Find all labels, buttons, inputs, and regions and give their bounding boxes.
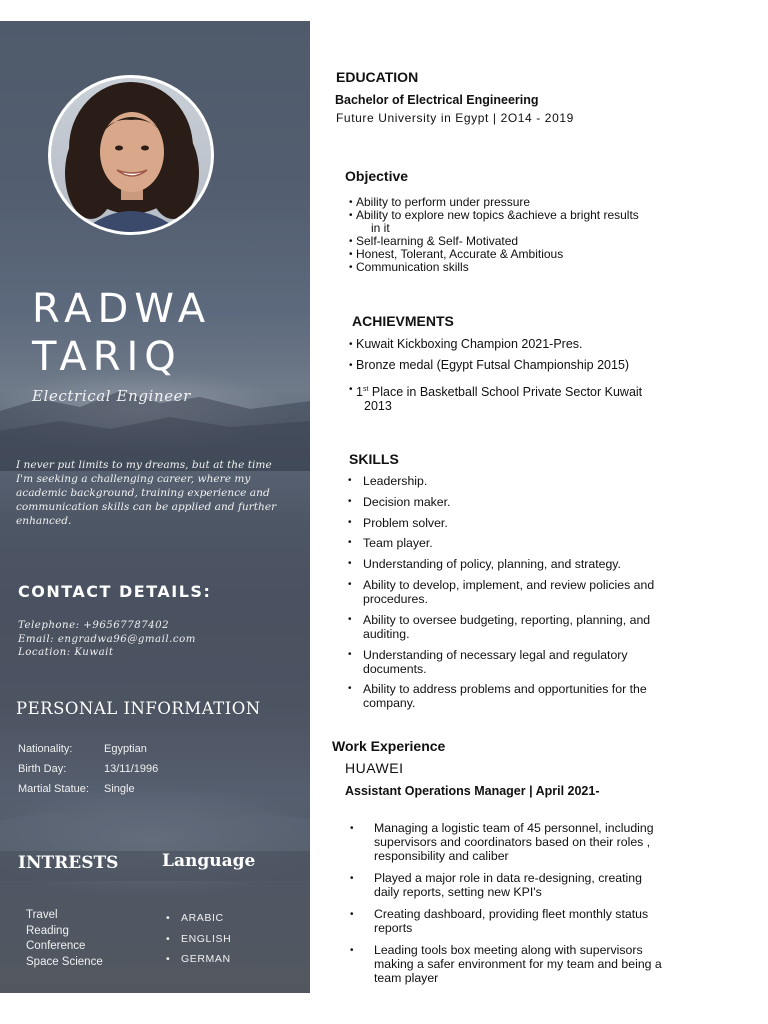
contact-heading: CONTACT DETAILS: [18, 582, 212, 601]
education-detail: Future University in Egypt | 2O14 - 2019 [336, 111, 574, 125]
interest-item: Space Science [26, 955, 103, 968]
achievement-item: • Bronze medal (Egypt Futsal Championship 2015) [349, 359, 679, 373]
language-item: • ARABIC [166, 908, 231, 929]
info-label: Birth Day: [18, 763, 67, 775]
info-value: Single [104, 783, 135, 795]
job-title: Electrical Engineer [32, 387, 191, 405]
education-degree: Bachelor of Electrical Engineering [335, 93, 539, 107]
work-experience-heading: Work Experience [332, 738, 446, 754]
objective-item: • Ability to perform under pressure [349, 196, 679, 209]
skill-item: • Problem solver. [348, 516, 658, 530]
skill-item: • Team player. [348, 536, 658, 550]
achievement-item: • Kuwait Kickboxing Champion 2021-Pres. [349, 338, 679, 352]
objective-item: • Communication skills [349, 261, 679, 274]
education-heading: EDUCATION [336, 69, 419, 85]
objective-list [349, 196, 679, 274]
info-label: Martial Statue: [18, 783, 89, 795]
work-role: Assistant Operations Manager | April 2021- [345, 784, 600, 798]
profile-photo [51, 78, 211, 232]
objective-item: • Ability to explore new topics &achieve a bright results in it [349, 209, 679, 235]
work-item: • Leading tools box meeting along with supervisors making a safer environment for my team and being a team player [345, 944, 664, 985]
last-name: TARIQ [32, 334, 182, 380]
achievements-heading: ACHIEVMENTS [352, 313, 454, 329]
skills-heading: SKILLS [349, 451, 399, 467]
personal-info-heading: PERSONAL INFORMATION [16, 699, 261, 718]
info-row-nationality [18, 743, 147, 755]
interests-list [26, 908, 103, 970]
objective-item: • Self-learning & Self- Motivated [349, 235, 679, 248]
contact-email: Email: engradwa96@gmail.com [18, 633, 196, 645]
language-heading: Language [162, 851, 256, 871]
language-item: • GERMAN [166, 949, 231, 970]
contact-telephone: Telephone: +96567787402 [18, 620, 170, 631]
work-item: • Played a major role in data re-designing, creating daily reports, setting new KPI's [345, 872, 664, 900]
language-list [166, 908, 231, 970]
achievement-item: • 1st Place in Basketball School Private Sector Kuwait 2013 [349, 383, 679, 413]
contact-details [18, 619, 196, 660]
achievements-list [349, 338, 679, 413]
info-row-marital-status [18, 783, 135, 795]
profile-quote: I never put limits to my dreams, but at the time I'm seeking a challenging career, where my academic background, training experience and communication skills can be applied and further enhanced. [16, 459, 277, 527]
skill-item: • Decision maker. [348, 495, 658, 509]
objective-item: • Honest, Tolerant, Accurate & Ambitious [349, 248, 679, 261]
skill-item: • Leadership. [348, 474, 658, 488]
skill-item: • Ability to address problems and opportunities for the company. [348, 682, 658, 710]
info-value: 13/11/1996 [104, 763, 159, 775]
skill-item: • Understanding of policy, planning, and strategy. [348, 557, 658, 571]
skill-item: • Ability to develop, implement, and review policies and procedures. [348, 578, 658, 606]
interest-item: Conference [26, 940, 86, 952]
work-item: • Managing a logistic team of 45 personnel, including supervisors and coordinators based on their roles , responsibility and caliber [345, 822, 664, 863]
work-responsibilities-list [345, 822, 664, 994]
skill-item: • Understanding of necessary legal and regulatory documents. [348, 648, 658, 676]
work-item: • Creating dashboard, providing fleet monthly status reports [345, 908, 664, 936]
skills-list [348, 474, 658, 717]
first-name: RADWA [32, 286, 212, 332]
info-row-birthday [18, 763, 158, 775]
work-company: HUAWEI [345, 760, 404, 776]
contact-location: Location: Kuwait [18, 647, 114, 658]
skill-item: • Ability to oversee budgeting, reporting, planning, and auditing. [348, 613, 658, 641]
info-label: Nationality: [18, 743, 73, 755]
language-item: • ENGLISH [166, 929, 231, 950]
interests-heading: INTRESTS [18, 853, 119, 873]
profile-photo-frame [48, 75, 214, 235]
sidebar [0, 21, 310, 993]
interest-item: Travel [26, 909, 58, 921]
info-value: Egyptian [104, 743, 147, 755]
interest-item: Reading [26, 924, 69, 937]
objective-heading: Objective [345, 168, 409, 184]
